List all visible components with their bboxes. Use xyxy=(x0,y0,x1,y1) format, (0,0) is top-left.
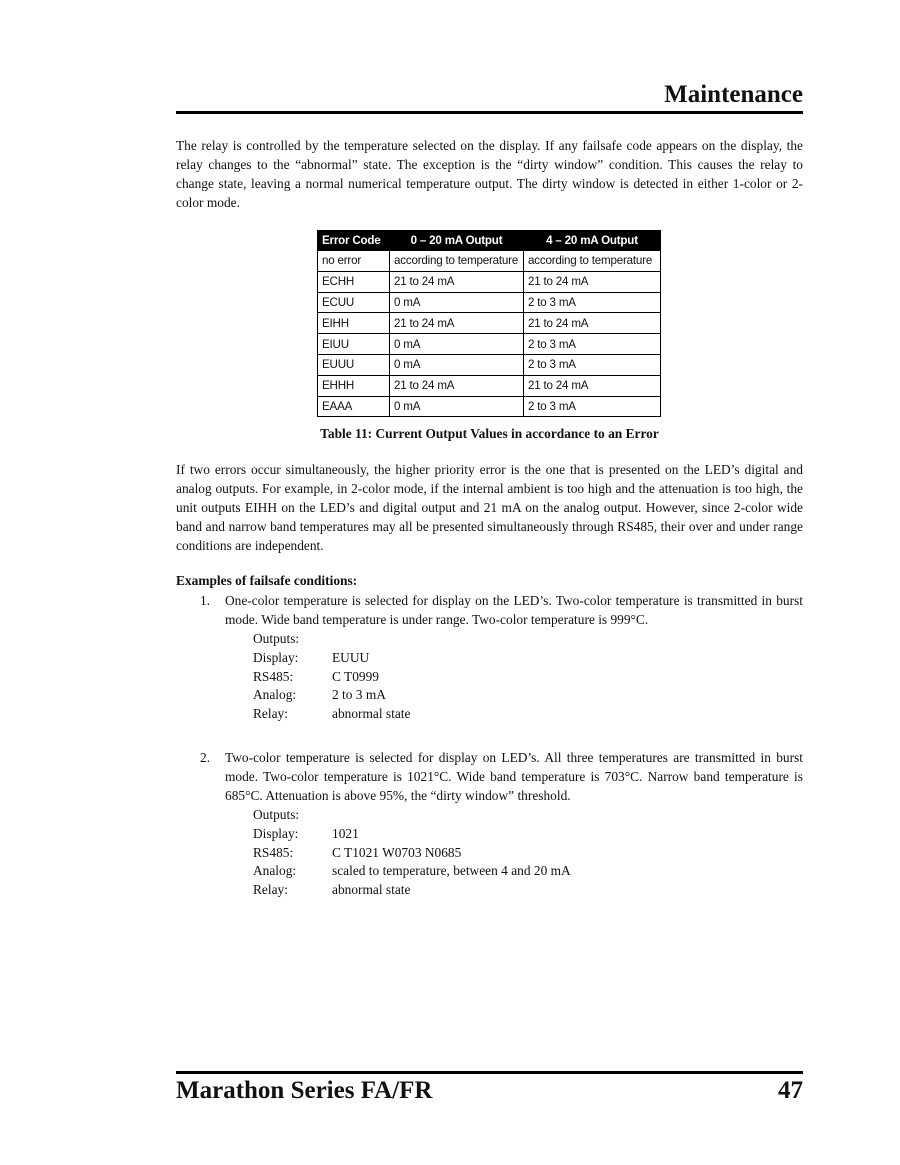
output-4-20-cell: 21 to 24 mA xyxy=(524,375,661,396)
output-0-20-cell: 0 mA xyxy=(390,334,524,355)
footer-title: Marathon Series FA/FR xyxy=(176,1077,433,1104)
example-item-1 xyxy=(176,592,803,724)
output-row-analog xyxy=(253,862,803,881)
error-output-table xyxy=(317,230,661,417)
output-0-20-cell: 21 to 24 mA xyxy=(390,271,524,292)
output-0-20-cell: 0 mA xyxy=(390,292,524,313)
error-code-cell: ECUU xyxy=(318,292,390,313)
outputs-block xyxy=(253,630,803,724)
table-row xyxy=(318,354,661,375)
output-4-20-cell: 21 to 24 mA xyxy=(524,313,661,334)
column-header-0-20-ma: 0 – 20 mA Output xyxy=(390,231,524,251)
output-label: Relay: xyxy=(253,706,288,722)
output-value: 1021 xyxy=(332,825,359,841)
output-value: abnormal state xyxy=(332,706,411,722)
output-row-display xyxy=(253,649,803,668)
table-header-row xyxy=(318,231,661,251)
page-number: 47 xyxy=(778,1077,803,1104)
error-code-cell: EUUU xyxy=(318,354,390,375)
output-row-analog xyxy=(253,686,803,705)
error-code-cell: EAAA xyxy=(318,396,390,417)
header-rule xyxy=(176,111,803,114)
output-label: Relay: xyxy=(253,882,288,898)
error-code-cell: EIUU xyxy=(318,334,390,355)
output-row-display xyxy=(253,825,803,844)
table-caption: Table 11: Current Output Values in accordance to an Error xyxy=(320,426,659,441)
priority-paragraph: If two errors occur simultaneously, the higher priority error is the one that is presented on the LED’s digital and analog outputs. For example, in 2-color mode, if the internal ambient is too high and the attenuation is too high, the unit outputs EIHH on the LED’s and digital output and 21 mA on the analog output. However, since 2-color wide band and narrow band temperatures may all be presented simultaneously through RS485, their over and under range conditions are independent. xyxy=(176,462,803,553)
table-row xyxy=(318,292,661,313)
error-code-cell: EIHH xyxy=(318,313,390,334)
list-number: 2. xyxy=(200,750,211,765)
table-row xyxy=(318,251,661,272)
output-0-20-cell: according to temperature xyxy=(390,251,524,272)
output-label: RS485: xyxy=(253,844,294,860)
footer-rule xyxy=(176,1071,803,1074)
output-row-rs485 xyxy=(253,668,803,687)
output-value: C T0999 xyxy=(332,668,379,684)
outputs-label: Outputs: xyxy=(253,806,300,822)
column-header-4-20-ma: 4 – 20 mA Output xyxy=(524,231,661,251)
output-label: RS485: xyxy=(253,668,294,684)
output-label: Display: xyxy=(253,825,299,841)
table-row xyxy=(318,271,661,292)
output-row-relay xyxy=(253,705,803,724)
output-label: Display: xyxy=(253,649,299,665)
examples-heading: Examples of failsafe conditions: xyxy=(176,573,358,588)
output-row-rs485 xyxy=(253,844,803,863)
intro-paragraph: The relay is controlled by the temperature selected on the display. If any failsafe code appears on the display, the relay changes to the “abnormal” state. The exception is the “dirty window” condition. This causes the relay to change state, leaving a normal numerical temperature output. The dirty window is detected in either 1-color or 2-color mode. xyxy=(176,138,803,210)
output-value: C T1021 W0703 N0685 xyxy=(332,844,462,860)
column-header-error-code: Error Code xyxy=(318,231,390,251)
output-0-20-cell: 21 to 24 mA xyxy=(390,375,524,396)
table-row xyxy=(318,313,661,334)
error-code-cell: ECHH xyxy=(318,271,390,292)
table-row xyxy=(318,396,661,417)
section-title: Maintenance xyxy=(664,81,803,108)
example-description: Two-color temperature is selected for display on LED’s. All three temperatures are transmitted in burst mode. Two-color temperature is 1021°C. Wide band temperature is 703°C. Narrow band temperature is 685°C. Attenuation is above 95%, the “dirty window” threshold. xyxy=(225,750,803,803)
output-4-20-cell: 2 to 3 mA xyxy=(524,354,661,375)
table-row xyxy=(318,334,661,355)
output-4-20-cell: 2 to 3 mA xyxy=(524,396,661,417)
output-0-20-cell: 21 to 24 mA xyxy=(390,313,524,334)
output-value: EUUU xyxy=(332,649,370,665)
output-value: 2 to 3 mA xyxy=(332,687,386,703)
error-code-cell: no error xyxy=(318,251,390,272)
output-label: Analog: xyxy=(253,687,297,703)
output-label: Analog: xyxy=(253,863,297,879)
example-item-2 xyxy=(176,749,803,900)
output-4-20-cell: according to temperature xyxy=(524,251,661,272)
output-row-relay xyxy=(253,881,803,900)
outputs-label: Outputs: xyxy=(253,630,300,646)
output-4-20-cell: 2 to 3 mA xyxy=(524,334,661,355)
table-row xyxy=(318,375,661,396)
example-description: One-color temperature is selected for display on the LED’s. Two-color temperature is transmitted in burst mode. Wide band temperature is under range. Two-color temperature is 999°C. xyxy=(225,593,803,627)
output-value: abnormal state xyxy=(332,882,411,898)
output-4-20-cell: 21 to 24 mA xyxy=(524,271,661,292)
error-code-cell: EHHH xyxy=(318,375,390,396)
output-4-20-cell: 2 to 3 mA xyxy=(524,292,661,313)
output-0-20-cell: 0 mA xyxy=(390,354,524,375)
output-value: scaled to temperature, between 4 and 20 mA xyxy=(332,863,571,879)
output-0-20-cell: 0 mA xyxy=(390,396,524,417)
list-number: 1. xyxy=(200,593,211,608)
outputs-block xyxy=(253,806,803,900)
